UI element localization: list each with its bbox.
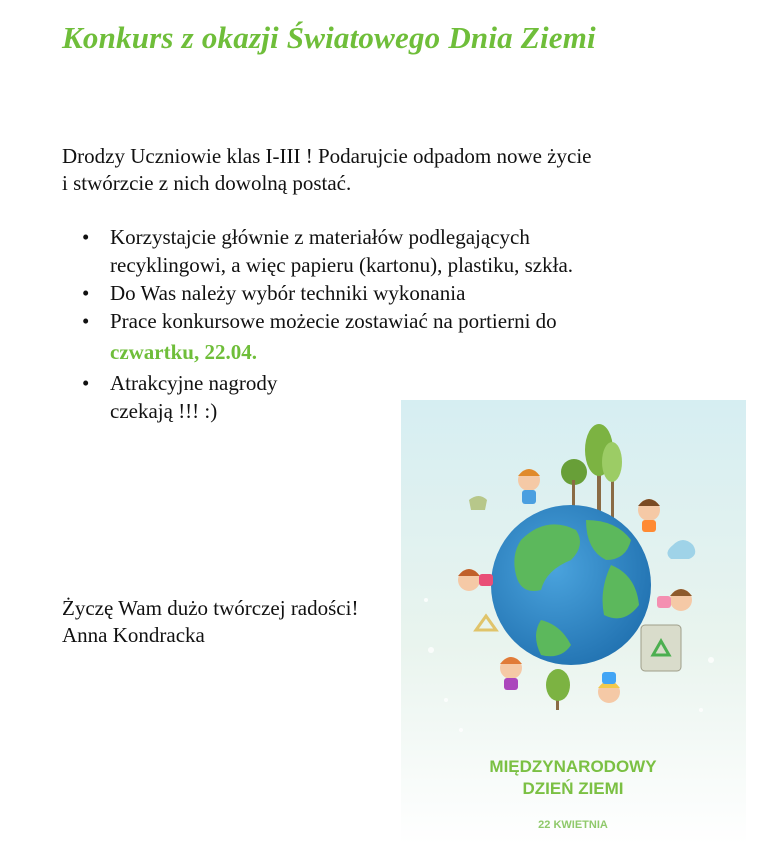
rule-text: czekają !!! :)	[110, 399, 218, 423]
rule-text: • Prace konkursowe możecie zostawiać na portierni do	[110, 309, 557, 333]
intro-paragraph	[62, 143, 722, 197]
rules-list	[62, 223, 702, 425]
poster-date: 22 KWIETNIA	[538, 819, 608, 831]
rule-text: recyklingowi, a więc papieru (kartonu), plastiku, szkła.	[110, 253, 574, 277]
list-item	[62, 307, 702, 366]
deadline-date: czwartku, 22.04.	[110, 340, 257, 364]
intro-line: i stwórzcie z nich dowolną postać.	[62, 171, 352, 195]
rule-text: • Do Was należy wybór techniki wykonania	[110, 281, 466, 305]
earth-day-poster	[401, 400, 746, 845]
intro-line: Drodzy Uczniowie klas I-III ! Podarujcie odpadom nowe życie	[62, 144, 592, 168]
poster-heading: DZIEŃ ZIEMI	[522, 779, 624, 798]
page-title: Konkurs z okazji Światowego Dnia Ziemi	[62, 20, 596, 55]
closing-signature	[62, 595, 358, 649]
globe-icon	[491, 505, 651, 665]
list-item	[62, 279, 702, 307]
closing-wish: Życzę Wam dużo twórczej radości!	[62, 596, 359, 620]
rule-text: • Atrakcyjne nagrody	[110, 371, 278, 395]
author-name: Anna Kondracka	[62, 623, 205, 647]
list-item	[62, 223, 702, 279]
poster-heading: MIĘDZYNARODOWY	[489, 757, 657, 776]
rule-text: • Korzystajcie głównie z materiałów podlegających	[110, 225, 530, 249]
